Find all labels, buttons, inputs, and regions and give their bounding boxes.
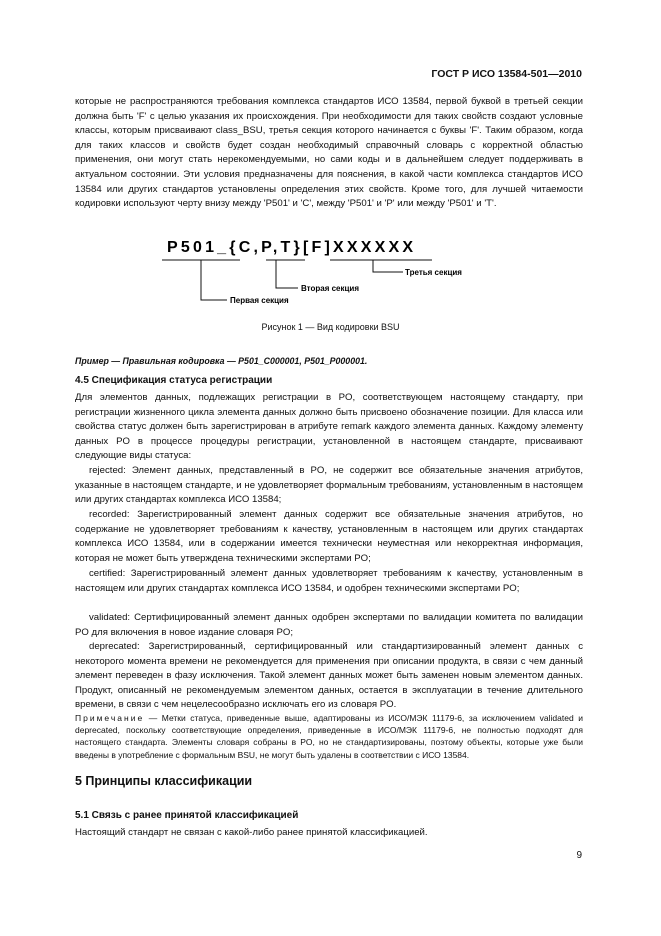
note-label: Примечание [75,713,145,723]
first-section-leader [201,260,227,300]
third-section-leader [373,260,403,272]
status-deprecated: deprecated: Зарегистрированный, сертифицированный или стандартизированный элемент данных с некоторого момента времени не рекомендуется для применения при описании продукта, в связи с чем данный элемент переведен в фазу исключения. Такой элемент данных может быть заменен новым элементом данных. Продукт, описанный не рекомендуемым элементом данных, остается в эксплуатации в течение длительного времени, в связи с чем нецелесообразно исключать его из словаря PO. [75,641,583,711]
first-section-label: Первая секция [230,296,289,305]
second-section-leader [276,260,298,288]
note-text: — Метки статуса, приведенные выше, адаптированы из ИСО/МЭК 11179-6, за исключением validated и deprecated, поскольку соответствующие определения, приведенные в ИСО/МЭК 11179-6, не полностью подходят для настоящего стандарта. Элементы словаря собраны в PO, но не стандартизированы, поэтому объекты, которые уже были введены в употребление с формальным BSU, не могут быть удалены в соответствии с ИСО 13584. [75,713,583,760]
figure-caption: Рисунок 1 — Вид кодировки BSU [261,322,400,332]
section-5-1-body: Настоящий стандарт не связан с какой-либо ранее принятой классификацией. [75,827,428,838]
page-number: 9 [576,850,582,861]
second-section-label: Вторая секция [301,284,360,293]
intro-paragraph: которые не распространяются требования комплекса стандартов ИСО 13584, первой буквой в третьей секции должна быть 'F' с целью указания их происхождения. При необходимости для таких свойств создают условные классы, которым присваивают class_BSU, третья секция которого начинается с буквы 'F'. Таким образом, когда для таких классов и свойств будет создан необходимый справочный словарь с корректной областью применения, они могут стать нерекомендуемыми, но сами коды и в дальнейшем следует поддерживать в актуальном состоянии. Эти условия предназначены для пояснения, в какой части комплекса стандартов ИСО 13584 или других стандартов установлены определения этих свойств. Кроме того, для лучшей читаемости кодировки используют черту внизу между 'P501' и 'C', между 'P501' и 'P' или между 'P501' и 'T'. [75,96,583,210]
status-validated: validated: Сертифицированный элемент данных одобрен экспертами по валидации комитета по валидации PO для включения в новое издание словаря PO; [75,612,583,638]
section-5-title: 5 Принципы классификации [75,774,253,788]
section-4-5-body: Для элементов данных, подлежащих регистрации в PO, соответствующем настоящему стандарту, при регистрации жизненного цикла элемента данных должно быть присвоено обозначение позиции. Для класса или свойства статус должен быть зарегистрирован в атрибуте remark каждого элемента данных. Каждому элементу данных PO в процессе процедуры регистрации, установленной в настоящем стандарте, присваивают следующие виды статуса: [75,392,583,462]
bsu-coding-figure [0,230,661,350]
code-text: P501_{C,P,T}[F]XXXXXX [167,239,417,256]
third-section-label: Третья секция [405,268,462,277]
example-text: Пример — Правильная кодировка — P501_C000001, P501_P000001. [75,356,368,366]
status-rejected: rejected: Элемент данных, представленный в PO, не содержит все обязательные значения атрибутов, указанные в настоящем стандарте, и не удовлетворяет формальным требованиям, установленным в настоящем или других стандартах комплекса ИСО 13584; [75,465,583,506]
bsu-coding-diagram [0,230,661,320]
status-recorded: recorded: Зарегистрированный элемент данных содержит все обязательные значения атрибутов, но содержание не удовлетворяет требованиям к качеству, установленным в настоящем или других стандартах комплекса ИСО 13584, или в содержании имеется технически неуместная или некорректная информация, которая не может быть утверждена техническими экспертами PO; [75,509,583,564]
section-5-1-title: 5.1 Связь с ранее принятой классификацией [75,810,299,821]
note-paragraph [75,712,583,761]
section-4-5-title: 4.5 Спецификация статуса регистрации [75,375,273,386]
status-certified: certified: Зарегистрированный элемент данных удовлетворяет требованиям к качеству, установленным в настоящем или других стандартах комплекса ИСО 13584, и одобрен техническими экспертами PO; [75,568,583,594]
page-header: ГОСТ Р ИСО 13584-501—2010 [431,68,582,80]
